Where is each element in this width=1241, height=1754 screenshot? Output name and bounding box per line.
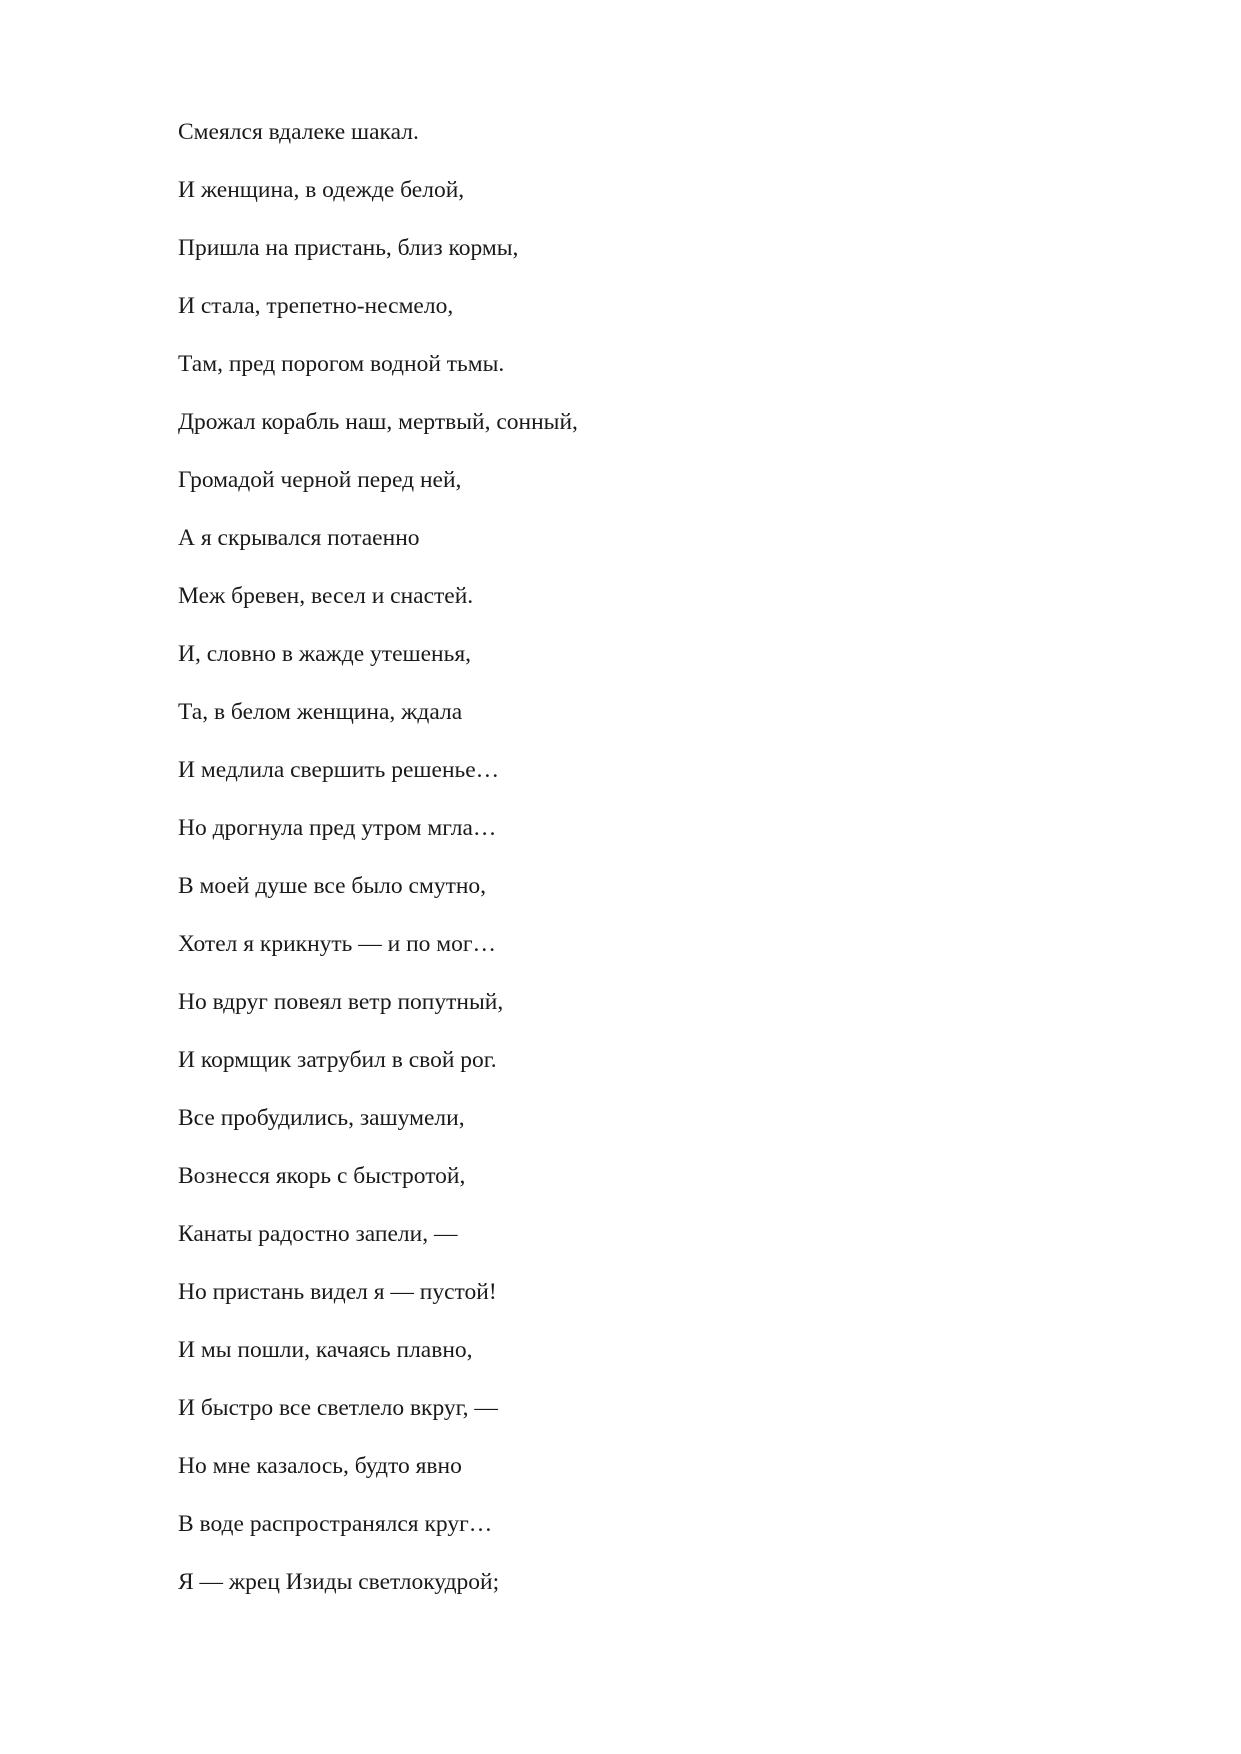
poem-line: Громадой черной перед ней,: [178, 467, 462, 493]
poem-line: Пришла на пристань, близ кормы,: [178, 235, 519, 261]
poem-line: Меж бревен, весел и снастей.: [178, 583, 474, 609]
poem-line: Дрожал корабль наш, мертвый, сонный,: [178, 409, 578, 435]
poem-line: Но пристань видел я — пустой!: [178, 1279, 497, 1305]
poem-line: В воде распространялся круг…: [178, 1511, 493, 1537]
poem-text: [178, 115, 578, 1623]
poem-line: Канаты радостно запели, —: [178, 1221, 458, 1247]
poem-line: В моей душе все было смутно,: [178, 873, 487, 899]
poem-line: Смеялся вдалеке шакал.: [178, 119, 419, 145]
poem-line: Хотел я крикнуть — и по мог…: [178, 931, 497, 957]
poem-line: И, словно в жажде утешенья,: [178, 641, 472, 667]
poem-line: Там, пред порогом водной тьмы.: [178, 351, 505, 377]
poem-line: И быстро все светлело вкруг, —: [178, 1395, 498, 1421]
poem-line: И мы пошли, качаясь плавно,: [178, 1337, 473, 1363]
poem-line: И женщина, в одежде белой,: [178, 177, 465, 203]
poem-line: И стала, трепетно-несмело,: [178, 293, 454, 319]
poem-line: Но дрогнула пред утром мгла…: [178, 815, 497, 841]
poem-line: Но мне казалось, будто явно: [178, 1453, 462, 1479]
poem-line: А я скрывался потаенно: [178, 525, 420, 551]
poem-line: И медлила свершить решенье…: [178, 757, 500, 783]
poem-line: Но вдруг повеял ветр попутный,: [178, 989, 504, 1015]
poem-line: Вознесся якорь с быстротой,: [178, 1163, 466, 1189]
poem-line: Я — жрец Изиды светлокудрой;: [178, 1569, 500, 1595]
poem-line: Все пробудились, зашумели,: [178, 1105, 465, 1131]
poem-line: И кормщик затрубил в свой рог.: [178, 1047, 497, 1073]
poem-line: Та, в белом женщина, ждала: [178, 699, 463, 725]
